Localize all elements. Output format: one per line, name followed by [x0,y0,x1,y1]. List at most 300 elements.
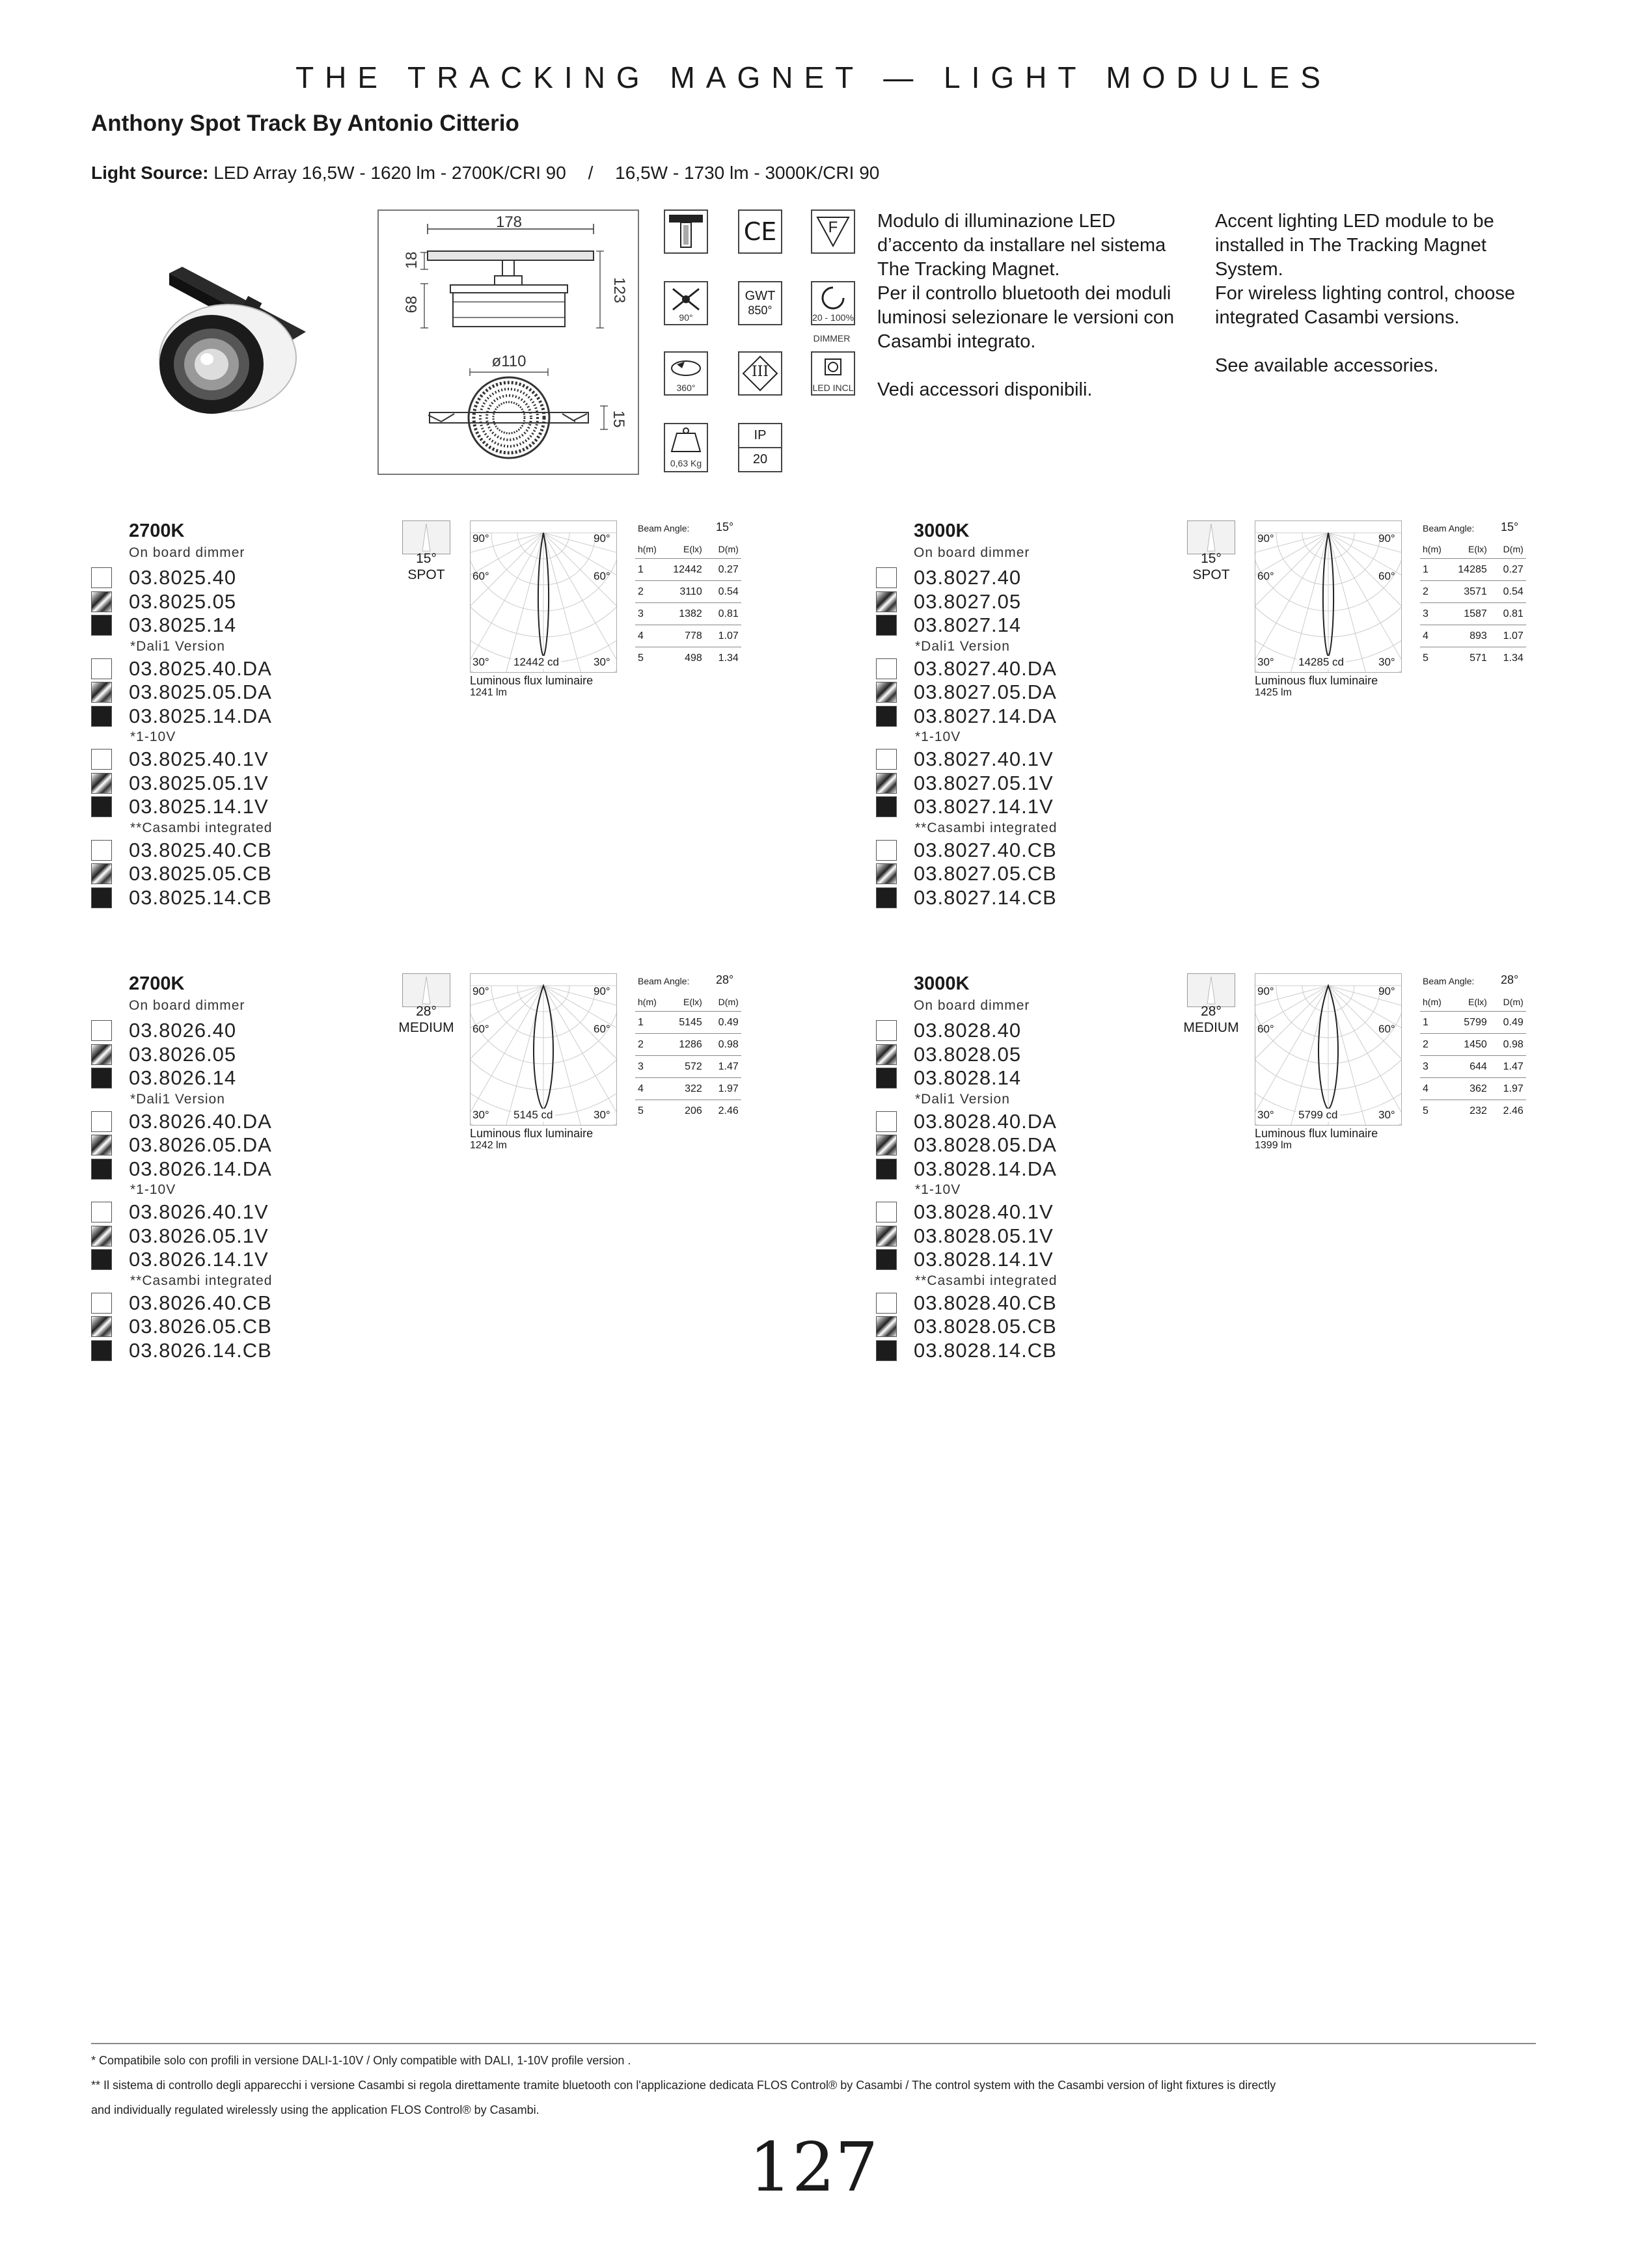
finish-swatch [876,1068,897,1088]
peak-intensity: 5145 cd [512,1109,555,1122]
track-spot-icon [664,209,708,254]
desc-it-line: Casambi integrato. [877,331,1036,352]
photometric-cell: 2 [1420,581,1444,603]
finish-swatch [91,1111,112,1132]
photometric-cell: 5 [638,1105,644,1116]
beam-type: SPOT [1192,567,1230,582]
article-code: 03.8025.14.1V [129,795,269,818]
article-code: 03.8025.14 [129,614,237,636]
light-source-2700k: LED Array 16,5W - 1620 lm - 2700K/CRI 90 [213,163,566,183]
photometric-cell: 1 [635,559,659,581]
polar-label-60-right: 60° [1378,570,1395,582]
rotate-360-icon: 360° [664,351,708,396]
finish-swatch [876,567,897,588]
luminous-flux-label: Luminous flux luminaire [470,674,594,687]
photometric-col-d: D(m) [705,540,741,559]
beam-angle-label: Beam Angle: [1423,976,1475,986]
finish-swatch [91,1316,112,1337]
polar-label-90-left: 90° [472,985,489,997]
polar-label-60-left: 60° [472,1023,489,1035]
finish-swatch [876,1020,897,1041]
finish-swatch [91,1293,112,1314]
version-note: *1-10V [915,1182,961,1197]
photometric-row [1420,625,1526,647]
photometric-cell: 0.49 [705,1012,741,1034]
dim-body: 68 [403,295,420,314]
photometric-col-d: D(m) [705,993,741,1012]
photometric-cell: 4 [1420,1078,1444,1100]
article-code: 03.8027.40.1V [914,748,1054,770]
photometric-table [635,993,741,1122]
polar-label-30-right: 30° [1378,656,1395,668]
article-code: 03.8026.40.CB [129,1291,272,1314]
article-code: 03.8028.40.1V [914,1200,1054,1223]
article-code: 03.8025.14.DA [129,704,272,727]
finish-swatch [91,615,112,636]
luminous-flux-value: 1399 lm [1255,1140,1292,1151]
photometric-table [1420,540,1526,669]
version-note: *1-10V [130,729,176,744]
photometric-row [1420,559,1526,581]
photometric-cell: 4 [1420,625,1444,647]
beam-cone-icon [402,520,450,554]
finish-swatch [876,706,897,727]
version-note: *Dali1 Version [915,638,1010,654]
dimmer-icon: 20 - 100% [811,281,855,325]
luminous-flux-label: Luminous flux luminaire [1255,1127,1378,1140]
beam-degree: 15° [1201,551,1222,566]
finish-swatch [876,863,897,884]
photometric-cell: 3 [1420,1056,1444,1078]
ce-mark-icon: CE [738,209,782,254]
finish-swatch [876,1044,897,1065]
product-photo [143,260,312,423]
photometric-cell: 2.46 [1503,1105,1524,1116]
photometric-row [1420,1056,1526,1078]
article-code: 03.8028.05.CB [914,1315,1057,1338]
photometric-col-h: h(m) [635,540,659,559]
article-code: 03.8026.40.DA [129,1109,272,1133]
article-code: 03.8027.14.1V [914,795,1054,818]
version-note: **Casambi integrated [915,1273,1058,1288]
dimmer-note: On board dimmer [914,998,1030,1013]
photometric-table [1420,993,1526,1122]
finish-swatch [876,887,897,908]
polar-label-30-right: 30° [1378,1109,1395,1121]
article-code: 03.8027.05 [914,589,1022,613]
photometric-cell: 362 [1444,1078,1490,1100]
article-code: 03.8025.14.CB [129,885,272,909]
dimmer-note: On board dimmer [129,998,245,1013]
finish-swatch [876,1316,897,1337]
footnote-casambi: ** Il sistema di controllo degli apparecchi i versione Casambi si regola direttamente tramite bluetooth con l'applicazione dedicata FLOS Control® by Casambi / The control system with the Casambi version of light fixtures is directly [91,2079,1276,2092]
finish-swatch [91,1340,112,1361]
polar-label-30-left: 30° [1257,656,1274,668]
polar-label-60-left: 60° [1257,1023,1274,1035]
photometric-header [1420,993,1526,1012]
desc-it-line: The Tracking Magnet. [877,259,1060,280]
finish-swatch [91,749,112,770]
finish-swatch [91,1249,112,1270]
polar-label-30-left: 30° [472,1109,489,1121]
photometric-row [635,625,741,647]
article-code: 03.8025.40.CB [129,838,272,861]
photometric-cell: 12442 [659,559,705,581]
beam-degree: 15° [416,551,437,566]
beam-angle-label: Beam Angle: [638,523,690,533]
version-note: *1-10V [130,1182,176,1197]
article-code: 03.8027.40.DA [914,656,1057,680]
color-temperature: 2700K [129,973,185,994]
photometric-cell: 0.81 [1490,603,1526,625]
luminous-flux-label: Luminous flux luminaire [470,1127,594,1140]
article-code: 03.8028.40.CB [914,1291,1057,1314]
finish-swatch [91,682,112,703]
article-code: 03.8028.05 [914,1042,1022,1066]
finish-swatch [876,615,897,636]
photometric-cell: 1286 [659,1034,705,1056]
photometric-cell: 0.54 [1490,581,1526,603]
finish-swatch [91,1159,112,1180]
photometric-row [635,1012,741,1034]
article-code: 03.8026.40.1V [129,1200,269,1223]
led-included-icon: LED INCL [811,351,855,396]
rotate-90-icon: 90° [664,281,708,325]
photometric-cell: 3 [635,1056,659,1078]
dimmer-note: On board dimmer [914,545,1030,560]
article-code: 03.8027.14.CB [914,885,1057,909]
beam-type: MEDIUM [398,1020,454,1035]
article-code: 03.8028.14.CB [914,1338,1057,1362]
article-code: 03.8028.14.DA [914,1157,1057,1180]
finish-swatch [876,1226,897,1247]
polar-label-90-right: 90° [1378,985,1395,997]
desc-it-line: Per il controllo bluetooth dei moduli [877,283,1171,304]
photometric-cell: 5145 [659,1012,705,1034]
polar-label-30-left: 30° [1257,1109,1274,1121]
polar-label-30-right: 30° [594,656,610,668]
desc-it-line: Modulo di illuminazione LED [877,211,1115,232]
photometric-cell: 778 [659,625,705,647]
article-code: 03.8026.05.DA [129,1133,272,1156]
article-code: 03.8026.05.1V [129,1224,269,1247]
photometric-row [1420,1034,1526,1056]
gwt-icon: GWT 850° [738,281,782,325]
photometric-cell: 0.49 [1490,1012,1526,1034]
finish-swatch [91,773,112,794]
beam-cone-icon [1187,973,1235,1007]
photometric-cell: 571 [1470,652,1487,664]
photometric-cell: 644 [1444,1056,1490,1078]
polar-label-90-right: 90° [1378,532,1395,545]
photometric-row [1420,1078,1526,1100]
beam-degree: 28° [416,1004,437,1019]
photometric-cell: 1.97 [1490,1078,1526,1100]
polar-label-60-right: 60° [1378,1023,1395,1035]
finish-swatch [91,1226,112,1247]
photometric-cell: 1.34 [718,652,739,664]
article-code: 03.8025.05.CB [129,862,272,885]
beam-angle-label: Beam Angle: [1423,523,1475,533]
photometric-table [635,540,741,669]
photometric-row [1420,1100,1526,1122]
photometric-row [1420,603,1526,625]
article-code: 03.8026.14 [129,1066,237,1089]
photometric-row [635,1078,741,1100]
technical-drawing [377,209,639,475]
article-code: 03.8025.05.DA [129,681,272,703]
photometric-cell: 1587 [1444,603,1490,625]
beam-type: MEDIUM [1183,1020,1239,1035]
luminous-flux-value: 1241 lm [470,687,507,698]
finish-swatch [91,591,112,612]
article-code: 03.8028.14.1V [914,1248,1054,1271]
photometric-cell: 206 [685,1105,702,1116]
photometric-cell: 1.47 [705,1056,741,1078]
footnote-casambi-cont: and individually regulated wirelessly using the application FLOS Control® by Casambi. [91,2103,540,2116]
photometric-cell: 1450 [1444,1034,1490,1056]
article-code: 03.8028.40.DA [914,1109,1057,1133]
photometric-row [1420,581,1526,603]
photometric-row [635,1034,741,1056]
article-code: 03.8028.05.1V [914,1224,1054,1247]
article-code: 03.8025.40.1V [129,748,269,770]
page-header-title: THE TRACKING MAGNET — LIGHT MODULES [295,61,1332,94]
desc-it-line [877,354,1203,378]
finish-swatch [876,1135,897,1155]
finish-swatch [91,706,112,727]
photometric-cell: 1.47 [1490,1056,1526,1078]
photometric-col-h: h(m) [1420,540,1444,559]
light-source-line [91,163,879,183]
beam-angle-value: 28° [1501,973,1519,986]
photometric-cell: 893 [1444,625,1490,647]
photometric-cell: 2 [1420,1034,1444,1056]
photometric-row [635,559,741,581]
desc-en-line [1215,330,1553,354]
photometric-cell: 2 [635,1034,659,1056]
color-temperature: 3000K [914,973,970,994]
version-note: **Casambi integrated [130,1273,273,1288]
article-code: 03.8025.40.DA [129,656,272,680]
beam-angle-value: 28° [716,973,734,986]
photometric-cell: 14285 [1444,559,1490,581]
photometric-cell: 1.34 [1503,652,1524,664]
article-code: 03.8027.05.DA [914,681,1057,703]
version-note: **Casambi integrated [130,820,273,835]
light-source-separator: / [588,163,594,183]
article-code: 03.8026.05.CB [129,1315,272,1338]
polar-label-60-right: 60° [594,1023,610,1035]
photometric-cell: 2.46 [718,1105,739,1116]
photometric-cell: 5799 [1444,1012,1490,1034]
peak-intensity: 14285 cd [1296,656,1346,669]
polar-label-90-left: 90° [472,532,489,545]
polar-label-90-right: 90° [594,985,610,997]
finish-swatch [876,1202,897,1222]
photometric-header [1420,540,1526,559]
dim-width: 178 [495,213,523,231]
article-code: 03.8028.14 [914,1066,1022,1089]
finish-swatch [876,773,897,794]
finish-swatch [91,1202,112,1222]
photometric-cell: 232 [1470,1105,1487,1116]
photometric-cell: 0.98 [1490,1034,1526,1056]
photometric-cell: 4 [635,1078,659,1100]
photometric-cell: 0.98 [705,1034,741,1056]
finish-swatch [876,1340,897,1361]
footer-divider [91,2043,1536,2044]
photometric-row [635,1056,741,1078]
desc-en-line: Accent lighting LED module to be [1215,211,1494,232]
finish-swatch [876,840,897,861]
article-code: 03.8027.05.1V [914,771,1054,794]
finish-swatch [91,1068,112,1088]
finish-swatch [876,1249,897,1270]
article-code: 03.8026.05 [129,1042,237,1066]
photometric-header [635,540,741,559]
finish-swatch [91,1020,112,1041]
article-code: 03.8025.05.1V [129,771,269,794]
dimmer-note: On board dimmer [129,545,245,560]
finish-swatch [91,796,112,817]
desc-en-line: See available accessories. [1215,355,1439,376]
product-title: Anthony Spot Track By Antonio Citterio [91,111,519,136]
photometric-col-e: E(lx) [659,993,705,1012]
photometric-cell: 5 [1423,1105,1429,1116]
class-iii-icon: III [738,351,782,396]
article-code: 03.8026.14.DA [129,1157,272,1180]
article-code: 03.8028.05.DA [914,1133,1057,1156]
photometric-row [635,603,741,625]
peak-intensity: 12442 cd [512,656,561,669]
dim-diameter: ø110 [491,353,526,370]
photometric-cell: 2 [635,581,659,603]
photometric-cell: 0.27 [1490,559,1526,581]
finish-swatch [91,1135,112,1155]
beam-angle-value: 15° [1501,520,1519,533]
photometric-cell: 1 [635,1012,659,1034]
photometric-col-e: E(lx) [659,540,705,559]
peak-intensity: 5799 cd [1296,1109,1340,1122]
finish-swatch [91,887,112,908]
photometric-cell: 3571 [1444,581,1490,603]
photometric-cell: 1382 [659,603,705,625]
polar-label-60-left: 60° [1257,570,1274,582]
desc-it-line: d’accento da installare nel sistema [877,235,1166,256]
beam-type: SPOT [407,567,445,582]
photometric-col-h: h(m) [635,993,659,1012]
photometric-cell: 498 [685,652,702,664]
polar-label-60-left: 60° [472,570,489,582]
light-source-label: Light Source: [91,163,209,183]
version-note: *Dali1 Version [915,1091,1010,1107]
polar-label-90-left: 90° [1257,532,1274,545]
dim-side: 15 [610,410,627,428]
photometric-row [1420,647,1526,669]
photometric-cell: 572 [659,1056,705,1078]
finish-swatch [876,1159,897,1180]
article-code: 03.8027.40.CB [914,838,1057,861]
finish-swatch [876,796,897,817]
dimmer-label: DIMMER [813,333,851,344]
finish-swatch [91,863,112,884]
desc-en-line: For wireless lighting control, choose [1215,283,1515,304]
finish-swatch [91,840,112,861]
f-mark-icon: F [811,209,855,254]
photometric-row [635,647,741,669]
beam-cone-icon [1187,520,1235,554]
photometric-col-d: D(m) [1490,993,1526,1012]
description-italian [877,209,1203,402]
luminous-flux-label: Luminous flux luminaire [1255,674,1378,687]
photometric-cell: 0.81 [705,603,741,625]
article-code: 03.8027.14 [914,614,1022,636]
article-code: 03.8026.14.CB [129,1338,272,1362]
article-code: 03.8027.05.CB [914,862,1057,885]
beam-angle-value: 15° [716,520,734,533]
version-note: *1-10V [915,729,961,744]
photometric-cell: 1.07 [705,625,741,647]
dim-top: 18 [403,251,420,269]
finish-swatch [876,1111,897,1132]
ip-rating-icon: IP 20 [738,423,782,472]
photometric-header [635,993,741,1012]
weight-icon: 0,63 Kg [664,423,708,472]
photometric-row [1420,1012,1526,1034]
desc-it-line: luminosi selezionare le versioni con [877,307,1175,328]
article-code: 03.8026.14.1V [129,1248,269,1271]
luminous-flux-value: 1242 lm [470,1140,507,1151]
photometric-cell: 1.07 [1490,625,1526,647]
footnote-dali: * Compatibile solo con profili in versione DALI-1-10V / Only compatible with DALI, 1-10V profile version . [91,2054,631,2067]
beam-angle-label: Beam Angle: [638,976,690,986]
photometric-cell: 3 [635,603,659,625]
finish-swatch [876,682,897,703]
photometric-cell: 5 [638,652,644,664]
polar-label-30-right: 30° [594,1109,610,1121]
page-number: 127 [748,2127,879,2207]
color-temperature: 3000K [914,520,970,541]
article-code: 03.8027.14.DA [914,704,1057,727]
photometric-row [635,1100,741,1122]
polar-label-30-left: 30° [472,656,489,668]
photometric-cell: 1 [1420,1012,1444,1034]
polar-label-60-right: 60° [594,570,610,582]
desc-it-line: Vedi accessori disponibili. [877,379,1093,400]
photometric-cell: 3110 [659,581,705,603]
photometric-row [635,581,741,603]
finish-swatch [91,658,112,679]
beam-cone-icon [402,973,450,1007]
photometric-col-e: E(lx) [1444,993,1490,1012]
photometric-col-d: D(m) [1490,540,1526,559]
article-code: 03.8026.40 [129,1019,237,1042]
photometric-cell: 0.54 [705,581,741,603]
finish-swatch [876,658,897,679]
article-code: 03.8027.40 [914,566,1022,589]
photometric-cell: 0.27 [705,559,741,581]
photometric-cell: 1 [1420,559,1444,581]
finish-swatch [876,591,897,612]
desc-en-line: installed in The Tracking Magnet [1215,235,1486,256]
finish-swatch [91,1044,112,1065]
version-note: *Dali1 Version [130,1091,225,1107]
article-code: 03.8025.40 [129,566,237,589]
photometric-cell: 322 [659,1078,705,1100]
photometric-cell: 1.97 [705,1078,741,1100]
finish-swatch [876,749,897,770]
